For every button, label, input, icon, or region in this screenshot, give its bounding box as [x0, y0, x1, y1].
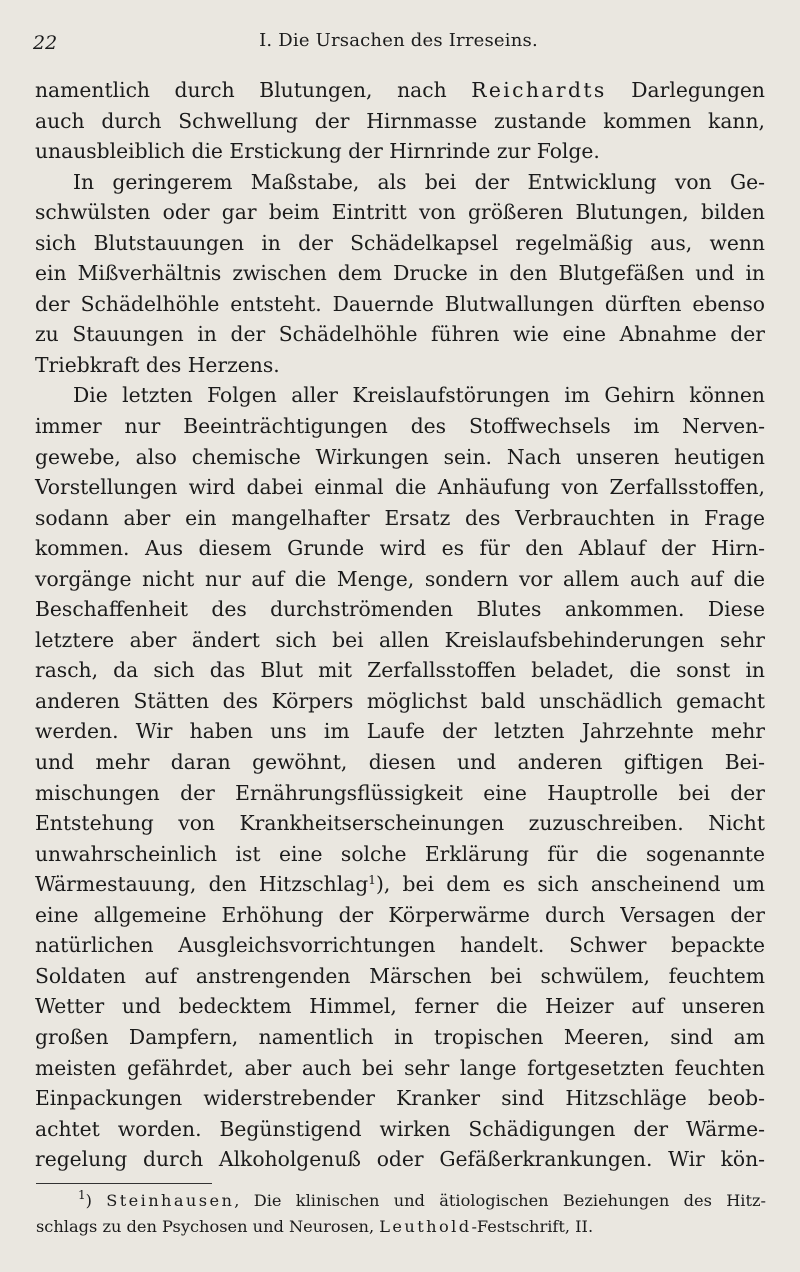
text-line: mischungen der Ernährungsflüssigkeit eine Hauptrolle bei der [35, 780, 765, 805]
page-header [33, 28, 764, 58]
text-line: Beschaffenheit des durchströmenden Blutes ankommen. Diese [35, 597, 765, 622]
text-line: Einpackungen widerstrebender Kranker sind Hitzschläge beob- [35, 1086, 765, 1111]
text-line: eine allgemeine Erhöhung der Körperwärme durch Versagen der [35, 902, 765, 927]
footnote-divider [36, 1183, 212, 1184]
text-line: sodann aber ein mangelhafter Ersatz des Verbrauchten in Frage [35, 505, 765, 530]
footnote-line: schlags zu den Psychosen und Neurosen, Leuthold-Festschrift, II. [36, 1217, 594, 1236]
text-line: sich Blutstauungen in der Schädelkapsel regelmäßig aus, wenn [35, 230, 765, 255]
text-line: der Schädelhöhle entsteht. Dauernde Blutwallungen dürften ebenso [35, 291, 765, 316]
text-line: werden. Wir haben uns im Laufe der letzten Jahrzehnte mehr [35, 719, 765, 744]
running-head: I. Die Ursachen des Irreseins. [259, 30, 538, 51]
footnote [36, 1188, 766, 1240]
footnote-reference[interactable]: 1 [368, 873, 376, 888]
page-number: 22 [33, 32, 58, 54]
text-line: regelung durch Alkoholgenuß oder Gefäßerkrankungen. Wir kön- [35, 1147, 765, 1172]
body-text [35, 75, 765, 1175]
text-line: In geringerem Maßstabe, als bei der Entwicklung von Ge- [73, 169, 765, 194]
text-line: Die letzten Folgen aller Kreislaufstörungen im Gehirn können [73, 383, 765, 408]
text-line: Wärmestauung, den Hitzschlag$^1$), bei dem es sich anscheinend um [35, 872, 765, 897]
text-line: Soldaten auf anstrengenden Märschen bei schwülem, feuchtem [35, 963, 765, 988]
text-line: Entstehung von Krankheitserscheinungen zuzuschreiben. Nicht [35, 811, 765, 836]
footnote-line: $^1$) Steinhausen, Die klinischen und ätiologischen Beziehungen des Hitz- [78, 1188, 766, 1210]
text-line: achtet worden. Begünstigend wirken Schädigungen der Wärme- [35, 1116, 765, 1141]
text-line: natürlichen Ausgleichsvorrichtungen handelt. Schwer bepackte [35, 933, 765, 958]
footnote-marker: 1 [78, 1188, 86, 1202]
text-line: Triebkraft des Herzens. [35, 352, 280, 377]
text-line: namentlich durch Blutungen, nach Reichardts Darlegungen [35, 78, 765, 102]
text-line: Vorstellungen wird dabei einmal die Anhäufung von Zerfallsstoffen, [35, 475, 765, 500]
text-line: unwahrscheinlich ist eine solche Erklärung für die sogenannte [35, 841, 765, 866]
text-line: ein Mißverhältnis zwischen dem Drucke in den Blutgefäßen und in [35, 261, 765, 286]
text-line: kommen. Aus diesem Grunde wird es für den Ablauf der Hirn- [35, 536, 765, 561]
footnote-author: Steinhausen [106, 1191, 235, 1210]
text-line: gewebe, also chemische Wirkungen sein. Nach unseren heutigen [35, 444, 765, 469]
spaced-name: Reichardts [471, 78, 607, 102]
text-line: schwülsten oder gar beim Eintritt von größeren Blutungen, bilden [35, 200, 765, 225]
text-line: großen Dampfern, namentlich in tropischen Meeren, sind am [35, 1024, 765, 1049]
text-line: zu Stauungen in der Schädelhöhle führen wie eine Abnahme der [35, 322, 765, 347]
text-line: anderen Stätten des Körpers möglichst bald unschädlich gemacht [35, 688, 765, 713]
footnote-name: Leuthold [379, 1217, 472, 1236]
text-line: immer nur Beeinträchtigungen des Stoffwechsels im Nerven- [35, 414, 765, 439]
text-line: vorgänge nicht nur auf die Menge, sondern vor allem auch auf die [35, 566, 765, 591]
text-line: und mehr daran gewöhnt, diesen und anderen giftigen Bei- [35, 750, 765, 775]
text-line: auch durch Schwellung der Hirnmasse zustande kommen kann, [35, 108, 765, 133]
text-line: rasch, da sich das Blut mit Zerfallsstoffen beladet, die sonst in [35, 658, 765, 683]
text-line: Wetter und bedecktem Himmel, ferner die Heizer auf unseren [35, 994, 765, 1019]
text-line: letztere aber ändert sich bei allen Kreislaufsbehinderungen sehr [35, 627, 765, 652]
text-line: meisten gefährdet, aber auch bei sehr lange fortgesetzten feuchten [35, 1055, 765, 1080]
text-line: unausbleiblich die Erstickung der Hirnrinde zur Folge. [35, 139, 600, 164]
